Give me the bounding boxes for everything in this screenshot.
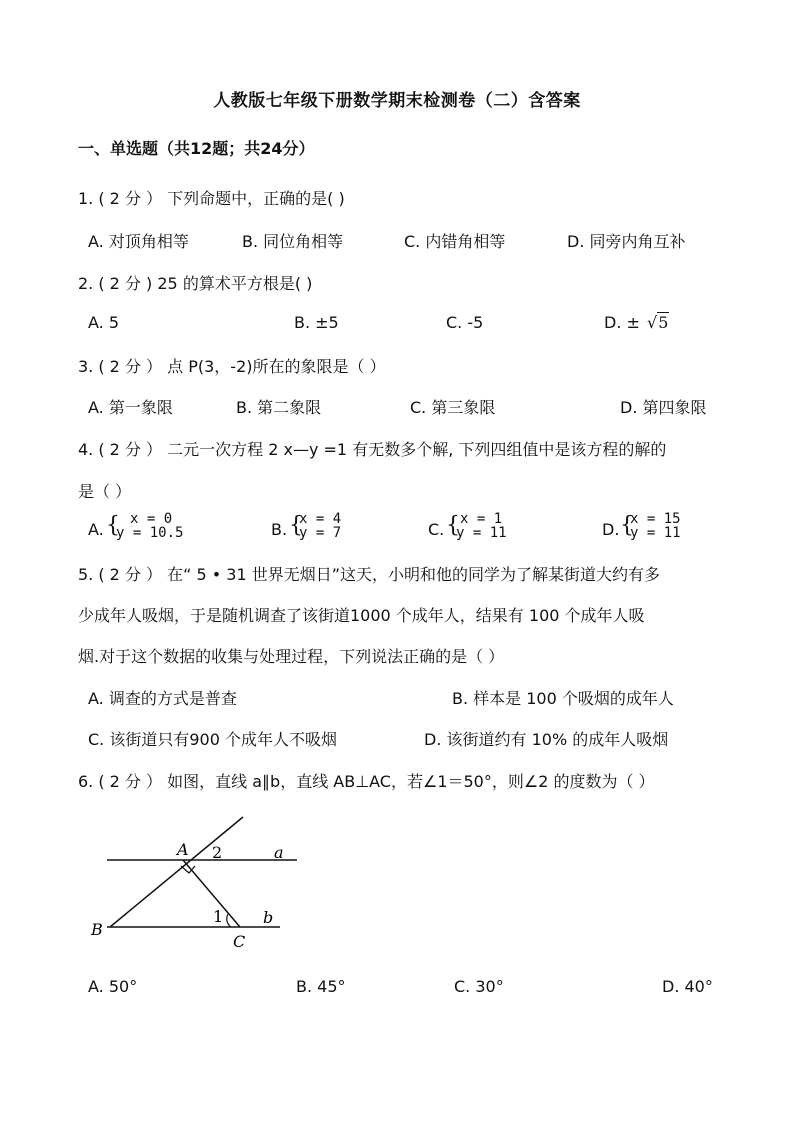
question-text: 点 P(3，-2)所在的象限是（ ） [167, 357, 386, 376]
q5-option-c: C. 该街道只有900 个成年人不吸烟 [88, 730, 337, 749]
q4-c-brace: { [446, 513, 460, 538]
q4-option-c: C. [428, 520, 445, 539]
question-prefix: 4. ( 2 分 ） [78, 440, 163, 459]
question-prefix: 2. ( 2 分 ) [78, 274, 153, 293]
q2-option-b: B. ±5 [294, 313, 339, 332]
q4-d-system [630, 512, 681, 540]
label-b-point: B [91, 920, 103, 939]
q4-d-eq-1: x = 15 [630, 511, 681, 527]
label-c-point: C [233, 932, 246, 951]
sqrt-symbol: √5 [647, 313, 669, 332]
q4-option-b: B. [271, 520, 288, 539]
page-title: 人教版七年级下册数学期末检测卷（二）含答案 [213, 91, 581, 111]
question-text: 下列命题中，正确的是( ) [167, 189, 345, 208]
q4-b-eq-1: x = 4 [299, 511, 342, 527]
q4-b-system [299, 512, 341, 540]
q3-option-d: D. 第四象限 [620, 398, 707, 417]
q6-option-a: A. 50° [88, 977, 138, 996]
question-3 [78, 354, 386, 377]
q4-c-eq-1: x = 1 [460, 511, 503, 527]
question-prefix: 6. ( 2 分 ） [78, 772, 163, 791]
q3-option-b: B. 第二象限 [236, 398, 322, 417]
q6-option-d: D. 40° [662, 977, 713, 996]
q6-option-b: B. 45° [296, 977, 346, 996]
sqrt-radicand: 5 [658, 313, 669, 332]
question-5-line-2: 少成年人吸烟，于是随机调查了该街道1000 个成年人，结果有 100 个成年人吸 [78, 606, 645, 625]
section-heading: 一、单选题（共12题；共24分） [78, 139, 315, 158]
q4-a-eq-2: y = 10.5 [116, 525, 184, 541]
q4-option-d: D. [602, 520, 620, 539]
geometry-figure [85, 812, 315, 957]
q1-option-d: D. 同旁内角互补 [567, 232, 686, 251]
question-prefix: 3. ( 2 分 ） [78, 357, 163, 376]
q5-option-d: D. 该街道约有 10% 的成年人吸烟 [424, 730, 669, 749]
q2-option-d-label: D. ± [604, 313, 640, 332]
label-line-b: b [263, 908, 274, 927]
label-angle-2: 2 [212, 843, 223, 862]
label-angle-1: 1 [213, 907, 224, 926]
q4-d-brace: { [620, 513, 634, 538]
q1-option-a: A. 对顶角相等 [88, 232, 189, 251]
q4-b-eq-2: y = 7 [299, 525, 342, 541]
q4-b-brace: { [289, 513, 303, 538]
q1-option-b: B. 同位角相等 [242, 232, 344, 251]
q3-option-a: A. 第一象限 [88, 398, 173, 417]
q5-option-b: B. 样本是 100 个吸烟的成年人 [452, 689, 674, 708]
question-5 [78, 562, 660, 585]
q4-a-brace: { [106, 513, 120, 538]
q2-option-d [604, 313, 669, 332]
question-6 [78, 769, 655, 792]
question-4-line-2: 是（ ） [78, 482, 132, 501]
q4-option-a: A. [88, 520, 104, 539]
q4-d-eq-2: y = 11 [630, 525, 681, 541]
question-text-line-1: 二元一次方程 2 x—y =1 有无数多个解, 下列四组值中是该方程的解的 [167, 440, 667, 459]
q2-option-a: A. 5 [88, 313, 120, 332]
q2-option-c: C. -5 [446, 313, 484, 332]
q4-c-eq-2: y = 11 [456, 525, 507, 541]
q3-option-c: C. 第三象限 [410, 398, 496, 417]
label-line-a: a [274, 843, 284, 862]
q6-option-c: C. 30° [454, 977, 504, 996]
question-5-line-3: 烟.对于这个数据的收集与处理过程，下列说法正确的是（ ） [78, 647, 505, 666]
question-text: 如图，直线 a∥b，直线 AB⊥AC，若∠1＝50°，则∠2 的度数为（ ） [167, 772, 655, 791]
question-4 [78, 437, 666, 460]
label-a-point: A [177, 840, 189, 859]
question-text-line-1: 在“ 5 • 31 世界无烟日”这天，小明和他的同学为了解某街道大约有多 [167, 565, 661, 584]
q1-option-c: C. 内错角相等 [404, 232, 506, 251]
q4-a-system [116, 512, 183, 540]
question-2 [78, 271, 312, 294]
q4-a-eq-1: x = 0 [130, 511, 173, 527]
q5-option-a: A. 调查的方式是普查 [88, 689, 237, 708]
question-prefix: 5. ( 2 分 ） [78, 565, 163, 584]
question-text: 25 的算术平方根是( ) [157, 274, 313, 293]
q4-c-system [456, 512, 507, 540]
question-prefix: 1. ( 2 分 ） [78, 189, 163, 208]
question-1 [78, 186, 345, 209]
